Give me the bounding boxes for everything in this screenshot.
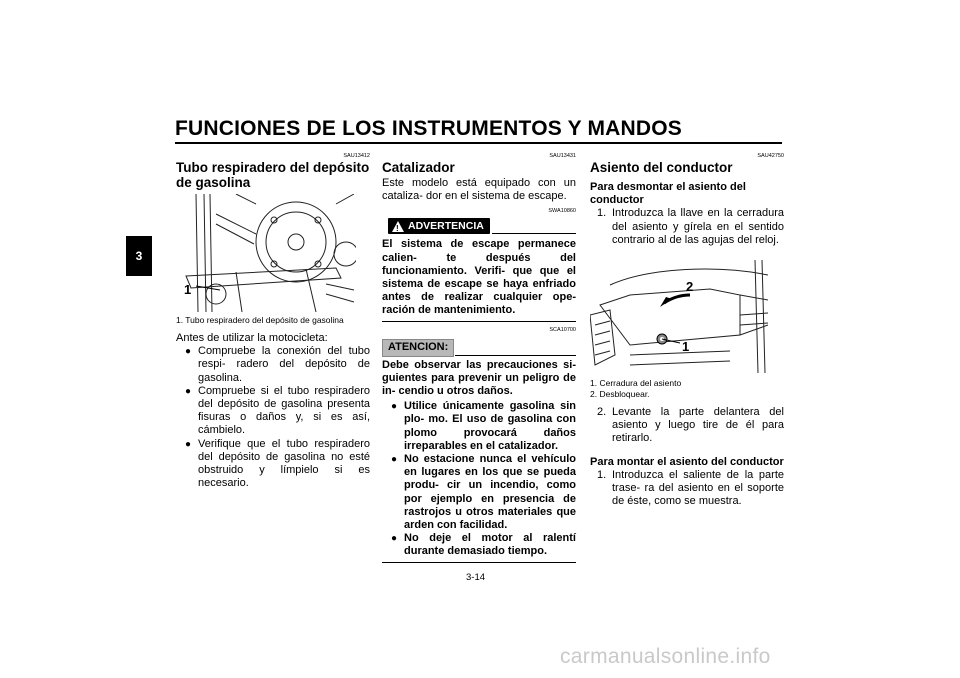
list-item: ● No estacione nunca el vehículo en lugares en los que se pueda produ- cir un incendio, como por ejemplo en presencia de rastrojos u otros materiales que arden con facilidad. [382,453,576,532]
watermark: carmanualsonline.info [560,645,771,668]
section-title: Asiento del conductor [590,160,733,175]
seat-lock-figure [590,255,770,375]
section-code: SAU42750 [757,153,784,159]
figure-callout-2: 2 [686,279,694,295]
step-text: Introduzca el saliente de la parte trase- ra del asiento en el soporte de éste, como se muestra. [612,468,784,508]
warning-header [382,218,576,236]
caution-code: SCA10700 [549,326,576,333]
caption-line: 2. Desbloquear. [590,389,650,400]
page-number: 3-14 [466,572,486,583]
column-fuel-breather [176,148,370,490]
step-number: 1. [597,468,607,481]
list-item [590,207,784,247]
figure-callout-1: 1 [184,282,192,297]
figure-caption [590,378,784,400]
caution-text: Debe observar las precauciones si- guientes para prevenir un peligro de in- cendio u otros daños. [382,358,576,398]
caution-list [382,400,576,558]
warning-end-rule [382,321,576,322]
caution-end-rule [382,562,576,563]
warning-badge [388,218,490,234]
section-code: SAU13431 [549,153,576,159]
step-number: 2. [597,406,607,419]
section-title: Tubo respiradero del depósito de gasolina [176,160,370,190]
list-item: ● Compruebe la conexión del tubo respi- radero del depósito de gasolina. [176,345,370,385]
list-item [590,469,784,509]
step-number: 1. [597,207,607,220]
remove-steps-continued [590,406,784,446]
list-item: ● Utilice únicamente gasolina sin plo- mo. El uso de gasolina con plomo provocará daños irreparables en el catalizador. [382,400,576,453]
warning-triangle-icon: ! [392,221,404,232]
caption-line: 1. Cerradura del asiento [590,378,682,389]
title-rule [175,142,782,144]
checklist [176,345,370,490]
intro-text: Antes de utilizar la motocicleta: [176,332,328,344]
list-item [590,406,784,446]
warning-text: El sistema de escape permanece calien- te después del funcionamiento. Verifi- que que el sistema de escape se haya enfriado antes de realizar cualquier ope- ración de mantenimiento. [382,238,576,317]
figure-caption: 1. Tubo respiradero del depósito de gasolina [176,315,344,325]
section-code: SAU13412 [343,153,370,159]
list-item: ● Compruebe si el tubo respiradero del depósito de gasolina presenta fisuras o daños y, si es así, cámbielo. [176,385,370,438]
breather-hose-figure [176,194,356,312]
warning-label: ADVERTENCIA [408,219,484,232]
list-item: ● Verifique que el tubo respiradero del depósito de gasolina no esté obstruido y límpielo si es necesario. [176,438,370,491]
body-text: Este modelo está equipado con un cataliza- dor en el sistema de escape. [382,177,576,203]
caution-badge: ATENCION: [382,339,454,357]
column-catalyst [382,148,576,563]
install-heading: Para montar el asiento del conductor [590,455,784,468]
figure-callout-1: 1 [682,339,690,355]
caution-rule [455,355,576,356]
remove-steps [590,207,784,247]
page-title: FUNCIONES DE LOS INSTRUMENTOS Y MANDOS [175,117,682,140]
remove-heading: Para desmontar el asiento del conductor [590,181,746,207]
chapter-tab: 3 [126,236,152,276]
step-text: Levante la parte delantera del asiento y luego tire de él para retirarlo. [612,406,784,445]
step-text: Introduzca la llave en la cerradura del asiento y gírela en el sentido contrario al de las agujas del reloj. [612,207,784,246]
caution-header [382,339,576,357]
section-title: Catalizador [382,160,455,175]
warning-code: SWA10860 [548,208,576,215]
warning-rule [492,233,576,234]
column-seat [590,148,784,508]
list-item: ● No deje el motor al ralentí durante demasiado tiempo. [382,532,576,558]
install-steps [590,469,784,509]
